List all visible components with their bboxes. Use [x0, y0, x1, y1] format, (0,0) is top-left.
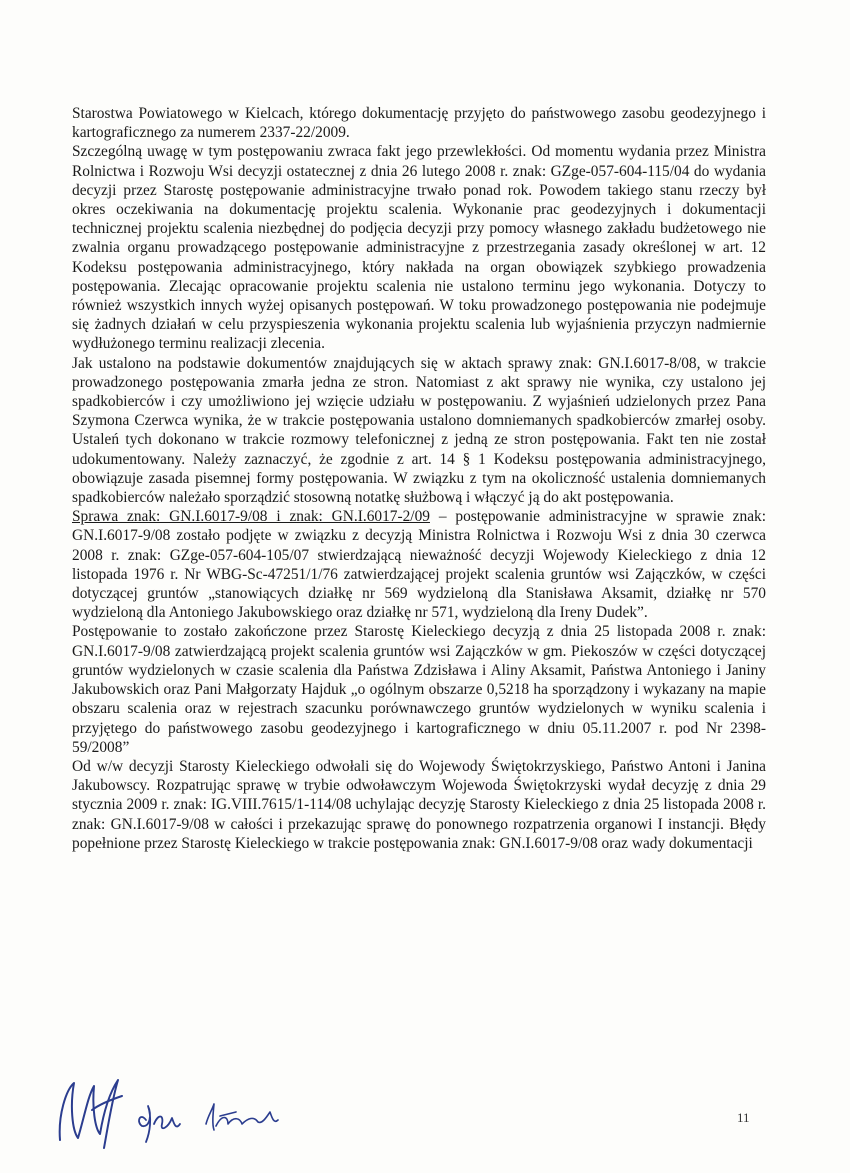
- document-body: [72, 104, 766, 853]
- paragraph-2: Szczególną uwagę w tym postępowaniu zwraca fakt jego przewlekłości. Od momentu wydania przez Ministra Rolnictwa i Rozwoju Wsi decyzji ostatecznej z dnia 26 lutego 2008 r. znak: GZge-057-604-115/04 do wydania decyzji przez Starostę postępowanie administracyjne trwało ponad rok. Powodem takiego stanu rzeczy był okres oczekiwania na dokumentację projektu scalenia. Wykonanie prac geodezyjnych i dokumentacji technicznej projektu scalenia niezbędnej do podjęcia decyzji przy pomocy własnego zakładu budżetowego nie zwalnia organu prowadzącego postępowanie administracyjne z przestrzegania zasady określonej w art. 12 Kodeksu postępowania administracyjnego, który nakłada na organ obowiązek szybkiego prowadzenia postępowania. Zlecając opracowanie projektu scalenia nie ustalono terminu jego wykonania. Dotyczy to również wszystkich innych wyżej opisanych postępowań. W toku prowadzonego postępowania nie podejmuje się żadnych działań w celu przyspieszenia wykonania projektu scalenia lub wyjaśnienia przyczyn nadmiernie wydłużonego terminu realizacji zlecenia.: [72, 143, 766, 353]
- paragraph-3: Jak ustalono na podstawie dokumentów znajdujących się w aktach sprawy znak: GN.I.6017-8/08, w trakcie prowadzonego postępowania zmarła jedna ze stron. Natomiast z akt sprawy nie wynika, czy ustalono jej spadkobierców i czy umożliwiono jej wzięcie udziału w postępowaniu. Z wyjaśnień udzielonych przez Pana Szymona Czerwca wynika, że w trakcie postępowania ustalono domniemanych spadkobierców zmarłej osoby. Ustaleń tych dokonano w trakcie rozmowy telefonicznej z jedną ze stron postępowania. Fakt ten nie został udokumentowany. Należy zaznaczyć, że zgodnie z art. 14 § 1 Kodeksu postępowania administracyjnego, obowiązuje zasada pisemnej formy postępowania. W związku z tym na okoliczność ustalenia domniemanych spadkobierców należało sporządzić stosowną notatkę służbową i włączyć ją do akt postępowania.: [72, 354, 766, 507]
- paragraph-6: Od w/w decyzji Starosty Kieleckiego odwołali się do Wojewody Świętokrzyskiego, Państwo Antoni i Janina Jakubowscy. Rozpatrując sprawę w trybie odwoławczym Wojewoda Świętokrzyski wydał decyzję z dnia 29 stycznia 2009 r. znak: IG.VIII.7615/1-114/08 uchylając decyzję Starosty Kieleckiego z dnia 25 listopada 2008 r. znak: GN.I.6017-9/08 w całości i przekazując sprawę do ponownego rozpatrzenia organowi I instancji. Błędy popełnione przez Starostę Kieleckiego w trakcie postępowania znak: GN.I.6017-9/08 oraz wady dokumentacji: [72, 757, 766, 852]
- paragraph-4-text: – postępowanie administracyjne w sprawie znak: GN.I.6017-9/08 zostało podjęte w związku z decyzją Ministra Rolnictwa i Rozwoju Wsi z dnia 30 czerwca 2008 r. znak: GZge-057-604-105/07 stwierdzającą nieważność decyzji Wojewody Kieleckiego z dnia 12 listopada 1976 r. Nr WBG-Sc-47251/1/76 zatwierdzającej projekt scalenia gruntów wsi Zajączków, w części dotyczącej gruntów „stanowiących działkę nr 569 wydzieloną dla Stanisława Aksamit, działkę nr 570 wydzieloną dla Antoniego Jakubowskiego oraz działkę nr 571, wydzieloną dla Ireny Dudek”.: [72, 508, 767, 622]
- paragraph-4: [72, 507, 766, 622]
- signature-2: [139, 1106, 180, 1142]
- signature-1: [60, 1080, 122, 1148]
- paragraph-5: Postępowanie to zostało zakończone przez Starostę Kieleckiego decyzją z dnia 25 listopada 2008 r. znak: GN.I.6017-9/08 zatwierdzającą projekt scalenia gruntów wsi Zajączków w gm. Piekoszów w części dotyczącej gruntów wydzielonych w czasie scalenia dla Państwa Zdzisława i Aliny Aksamit, Państwa Antoniego i Janiny Jakubowskich oraz Pani Małgorzaty Hajduk „o ogólnym obszarze 0,5218 ha sporządzony i wykazany na mapie obszaru scalenia oraz w rejestrach szacunku porównawczego gruntów wydzielonych w wyniku scalenia i przyjętego do państwowego zasobu geodezyjnego i kartograficznego w dniu 05.11.2007 r. pod Nr 2398-59/2008”: [72, 623, 766, 756]
- paragraph-1: Starostwa Powiatowego w Kielcach, którego dokumentację przyjęto do państwowego zasobu geodezyjnego i kartograficznego za numerem 2337-22/2009.: [72, 105, 766, 142]
- case-reference-underlined: Sprawa znak: GN.I.6017-9/08 i znak: GN.I.6017-2/09: [72, 508, 430, 526]
- signature-3: [206, 1104, 278, 1130]
- page-number: 11: [737, 1110, 750, 1125]
